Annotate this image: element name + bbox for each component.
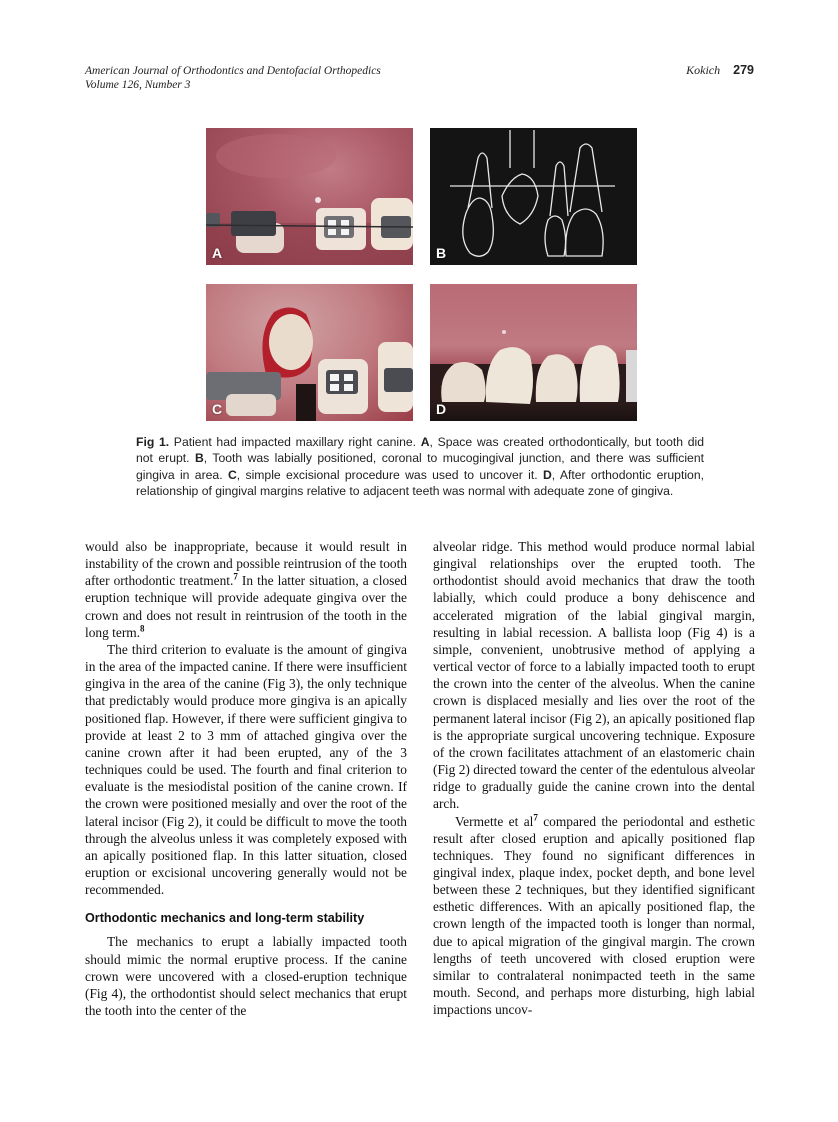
- tooth-outline-diagram: [430, 128, 637, 265]
- panel-label-a: A: [212, 245, 223, 261]
- paragraph: The mechanics to erupt a labially impacted tooth should mimic the normal eruptive process. If the canine crown were uncovered with a closed-eruption technique (Fig 4), the orthodontist should select mechanics that erupt the tooth into the center of the: [85, 934, 407, 1019]
- paragraph: alveolar ridge. This method would produce normal labial gingival relationships over the erupted tooth. The orthodontist should avoid mechanics that draw the tooth labially, which could produce a bony dehiscence and accelerated migration of the labial gingival margin, resulting in labial recession. A ballista loop (Fig 4) is a simple, convenient, unobtrusive method of applying a vertical vector of force to a labially impacted tooth to erupt the crown into the center of the alveolus. When the canine crown is displaced mesially and lies over the root of the permanent lateral incisor (Fig 2), an apically positioned flap is the appropriate surgical uncovering technique. Exposure of the crown facilitates attachment of an elastomeric chain (Fig 2) directed toward the center of the edentulous alveolar ridge to gradually guide the canine crown into the dental arch.: [433, 539, 755, 812]
- author-name: Kokich: [686, 63, 721, 77]
- figure-caption: [136, 434, 704, 499]
- caption-text-d: , After orthodontic eruption, relationship of gingival margins relative to adjacent teeth was normal with adequate zone of gingiva.: [136, 467, 704, 498]
- caption-label-b: B: [194, 451, 204, 466]
- excisional-uncovering-photo-illustration: [206, 284, 413, 421]
- caption-text-a: , Space was created orthodontically, but tooth did not erupt.: [136, 435, 704, 466]
- running-header-right: [686, 63, 754, 78]
- caption-intro: Patient had impacted maxillary right canine.: [169, 435, 421, 449]
- citation-ref: 8: [140, 623, 145, 634]
- paragraph-text: Vermette et al: [455, 813, 534, 829]
- citation-ref: 7: [533, 812, 538, 823]
- braces-photo-illustration: [206, 128, 413, 265]
- running-header-left: [85, 64, 381, 92]
- panel-label-b: B: [436, 245, 447, 261]
- paragraph: [85, 538, 407, 641]
- page-number: 279: [733, 63, 754, 77]
- journal-volume: Volume 126, Number 3: [85, 79, 191, 91]
- body-column-left: [85, 538, 407, 1019]
- figure-panel-c: [206, 284, 413, 421]
- erupted-teeth-photo-illustration: [430, 284, 637, 421]
- caption-text-b: , Tooth was labially positioned, coronal to mucogingival junction, and there was sufficient gingiva in area.: [136, 451, 704, 482]
- section-heading: Orthodontic mechanics and long-term stability: [85, 911, 365, 926]
- paragraph-text: In the latter situation, a closed eruption technique will provide adequate gingiva over the crown and does not result in reintrusion of the tooth in the long term.: [85, 573, 407, 640]
- caption-fig-label: Fig 1.: [136, 435, 170, 449]
- journal-title: American Journal of Orthodontics and Dentofacial Orthopedics: [85, 65, 381, 77]
- paragraph: [433, 813, 755, 1019]
- citation-ref: 7: [233, 571, 238, 582]
- body-column-right: [433, 538, 755, 1018]
- paragraph-text: would also be inappropriate, because it would result in instability of the crown and possible reintrusion of the tooth after orthodontic treatment.: [85, 539, 407, 589]
- panel-label-c: C: [212, 401, 223, 417]
- paragraph-text: compared the periodontal and esthetic result after closed eruption and apically positioned flap techniques. They found no significant differences in gingival index, plaque index, pocket depth, and bone level between these 2 techniques, but they identified significant esthetic differences. With an apically positioned flap, the crown length of the impacted tooth is longer than normal, due to apical migration of the gingival margin. The crown lengths of teeth uncovered with closed eruption were similar to contralateral nonimpacted teeth in the same mouth. Second, and perhaps more disturbing, high labial impactions uncov-: [433, 813, 756, 1018]
- panel-label-d: D: [436, 401, 447, 417]
- figure-panel-a: [206, 128, 413, 265]
- figure-panel-d: [430, 284, 637, 421]
- figure-panel-b: [430, 128, 637, 265]
- caption-text-c: , simple excisional procedure was used to uncover it.: [236, 467, 543, 482]
- caption-label-d: D: [542, 467, 552, 482]
- caption-label-c: C: [227, 467, 237, 482]
- caption-label-a: A: [420, 435, 430, 449]
- paragraph: The third criterion to evaluate is the amount of gingiva in the area of the impacted canine. If there were insufficient gingiva in the area of the canine (Fig 3), the only technique that predictably would produce more gingiva is an apically positioned flap. However, if there were sufficient gingiva to provide at least 2 to 3 mm of attached gingiva over the canine crown after it had been erupted, any of the 3 techniques could be used. The fourth and final criterion to evaluate is the mesiodistal position of the canine crown. If the crown were positioned mesially and over the root of the lateral incisor (Fig 2), it could be difficult to move the tooth through the alveolus unless it was completely exposed with an apically positioned flap. In this latter situation, closed eruption or excisional uncovering generally would not be recommended.: [85, 641, 407, 898]
